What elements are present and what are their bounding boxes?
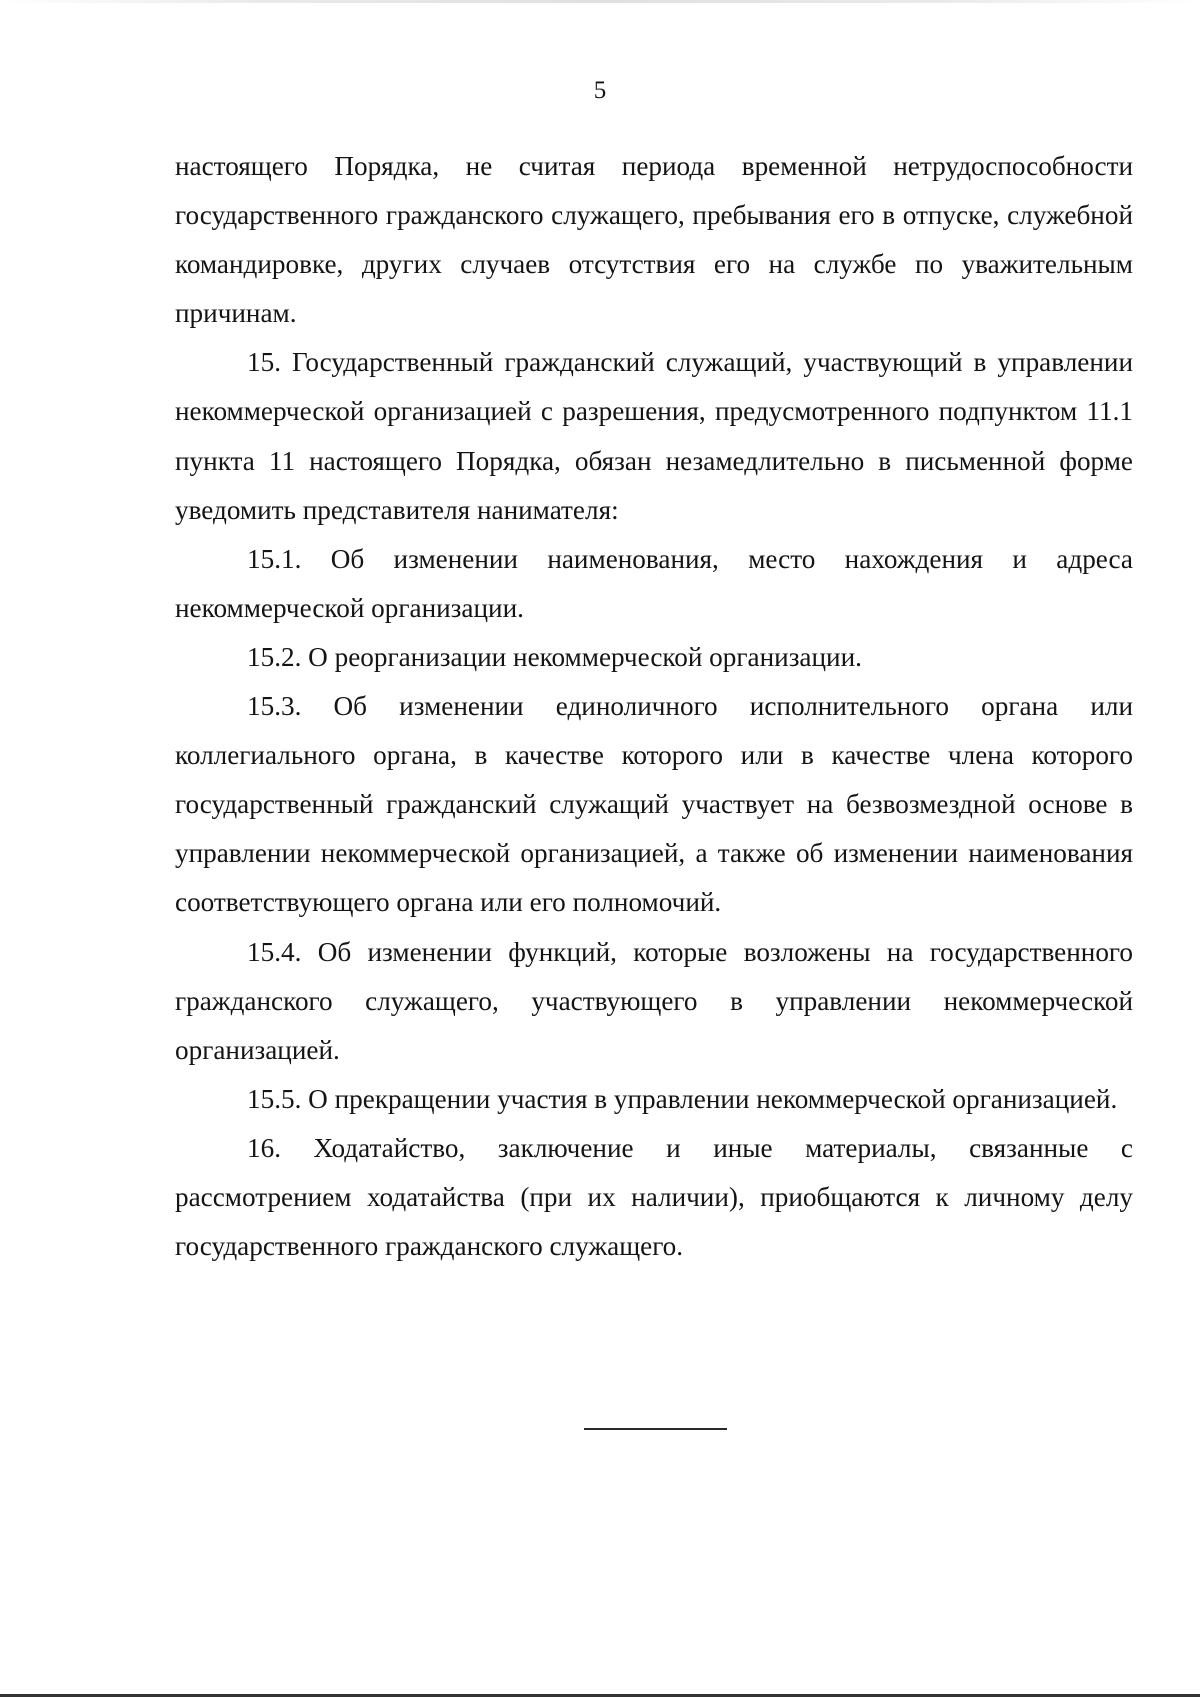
end-of-document-rule bbox=[584, 1428, 727, 1430]
paragraph-item-15-3: 15.3. Об изменении единоличного исполнительного органа или коллегиального органа, в качестве которого или в качестве члена которого государственный гражданский служащий участвует на безвозмездной основе в управлении некоммерческой организацией, а также об изменении наименования соответствующего органа или его полномочий. bbox=[175, 691, 1133, 918]
paragraph-item-15-5: 15.5. О прекращении участия в управлении некоммерческой организацией. bbox=[247, 1083, 1118, 1114]
page-number: 5 bbox=[593, 77, 607, 104]
paragraph-item-15-2: 15.2. О реорганизации некоммерческой организации. bbox=[247, 641, 862, 672]
paragraph-item-15-4: 15.4. Об изменении функций, которые возложены на государственного гражданского служащего, участвующего в управлении некоммерческой организацией. bbox=[175, 936, 1133, 1065]
scan-top-edge bbox=[0, 0, 1200, 3]
paragraph-item-15: 15. Государственный гражданский служащий, участвующий в управлении некоммерческой организацией с разрешения, предусмотренного подпунктом 11.1 пункта 11 настоящего Порядка, обязан незамедлительно в письменной форме уведомить представителя нанимателя: bbox=[175, 347, 1133, 525]
document-body bbox=[175, 142, 1133, 1271]
paragraph-item-16: 16. Ходатайство, заключение и иные материалы, связанные с рассмотрением ходатайства (при их наличии), приобщаются к личному делу государственного гражданского служащего. bbox=[175, 1132, 1133, 1262]
paragraph-item-15-1: 15.1. Об изменении наименования, место нахождения и адреса некоммерческой организации. bbox=[175, 543, 1133, 623]
paragraph-continuation: настоящего Порядка, не считая периода временной нетрудоспособности государственного гражданского служащего, пребывания его в отпуске, служебной командировке, других случаев отсутствия его на службе по уважительным причинам. bbox=[175, 151, 1133, 329]
